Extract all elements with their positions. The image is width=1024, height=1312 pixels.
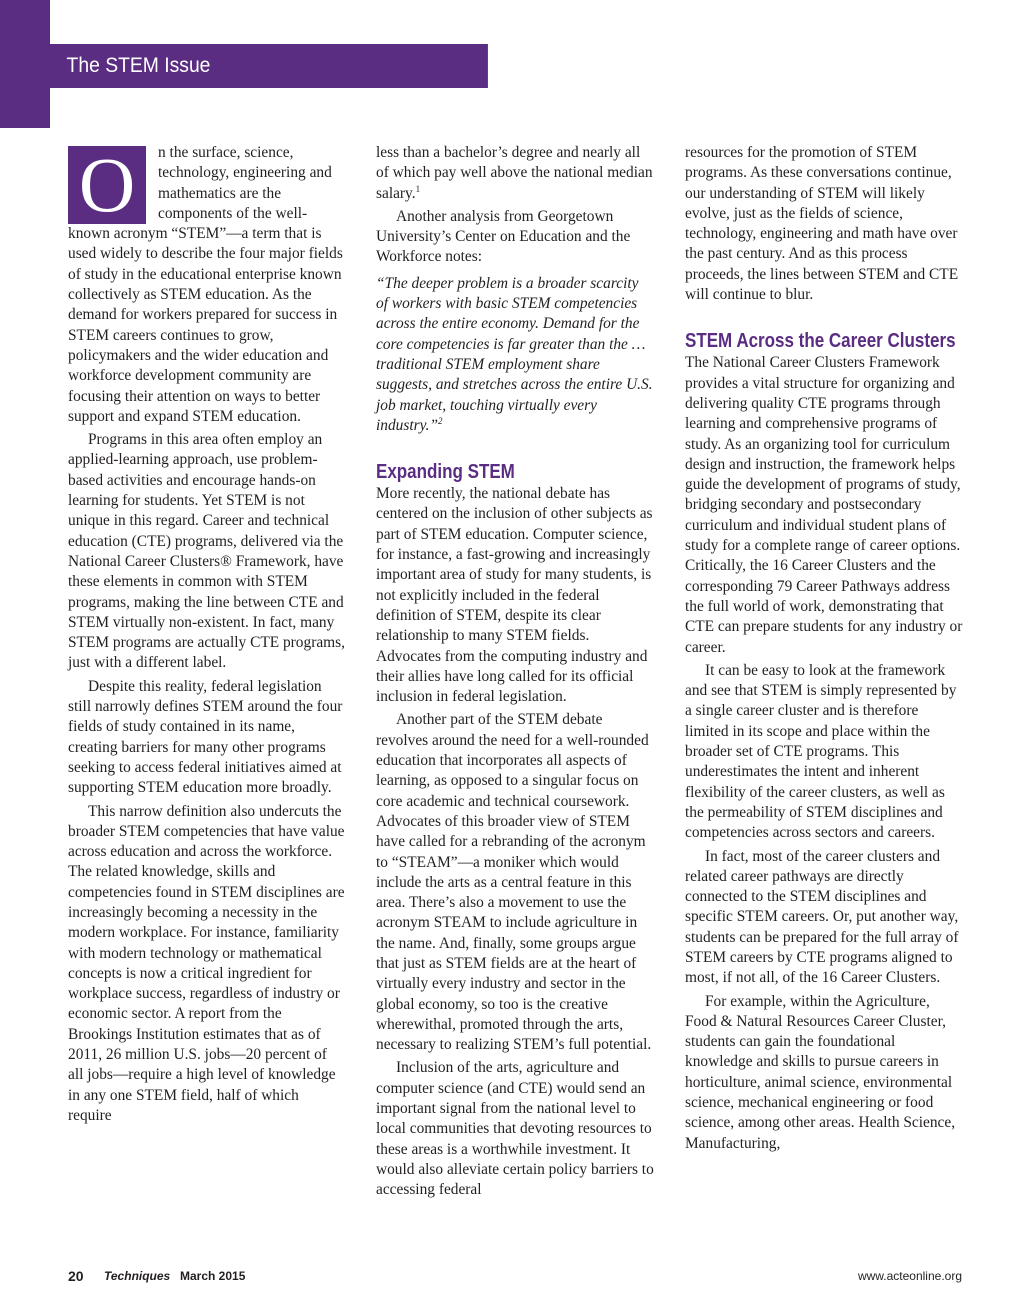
paragraph: This narrow definition also undercuts the broader STEM competencies that have value across education and across the workforce. The related knowledge, skills and competencies found in STEM disciplines are increasingly becoming a necessity in the modern workplace. For instance, familiarity with modern technology or mathematical concepts is now a critical ingredient for workplace success, regardless of industry or economic sector. A report from the Brookings Institution estimates that as of 2011, 26 million U.S. jobs—20 percent of all jobs—require a high level of knowledge in any one STEM field, half of which require	[68, 802, 345, 1124]
drop-cap: O	[68, 146, 146, 224]
paragraph	[376, 143, 654, 204]
paragraph: For example, within the Agriculture, Food & Natural Resources Career Cluster, students can gain the foundational knowledge and skills to pursue careers in horticulture, animal science, environmental science, mechanical engineering or food science, among other areas. Health Science, Manufacturing,	[685, 992, 956, 1152]
issue-date: March 2015	[180, 1269, 246, 1283]
paragraph: More recently, the national debate has centered on the inclusion of other subjects as part of STEM education. Computer science, for instance, a fast-growing and increasingly important area of study for many students, is not explicitly included in the federal definition of STEM, despite its clear relationship to many STEM fields. Advocates from the computing industry and their allies have long called for its official inclusion in federal legislation.	[376, 485, 653, 706]
footnote-ref: 1	[415, 183, 421, 194]
paragraph-text: less than a bachelor’s degree and nearly all of which pay well above the national median salary.	[376, 144, 653, 202]
article-column-1	[68, 143, 346, 1126]
page-footer	[0, 1268, 1024, 1288]
paragraph: Inclusion of the arts, agriculture and computer science (and CTE) would send an important signal from the national level to local communities that devoting resources to these areas is a worthwhile investment. It would also alleviate certain policy barriers to accessing federal	[376, 1059, 654, 1199]
paragraph: It can be easy to look at the framework and see that STEM is simply represented by a single career cluster and is therefore limited in its scope and place within the broader set of CTE programs. This underestimates the intent and inherent flexibility of the career clusters, as well as the permeability of STEM disciplines and competencies across sectors and careers.	[685, 661, 957, 842]
page-number: 20	[68, 1268, 84, 1284]
footnote-ref: 2	[438, 415, 443, 426]
article-column-3	[685, 143, 963, 1154]
section-title: The STEM Issue	[66, 54, 211, 77]
paragraph: Another analysis from Georgetown University’s Center on Education and the Workforce notes:	[376, 207, 631, 266]
paragraph: Programs in this area often employ an applied-learning approach, use problem-based activities and encourage hands-on learning for students. Yet STEM is not unique in this regard. Career and technical education (CTE) programs, delivered via the National Career Clusters® Framework, have these elements in common with STEM programs, making the line between CTE and STEM virtually non-existent. In fact, many STEM programs are actually CTE programs, just with a different label.	[68, 431, 345, 672]
paragraph: In fact, most of the career clusters and related career pathways are directly connected to the STEM disciplines and specific STEM careers. Or, put another way, students can be prepared for the full array of STEM careers by CTE programs aligned to most, if not all, of the 16 Career Clusters.	[685, 847, 959, 987]
section-heading: Expanding STEM	[376, 461, 515, 484]
section-header	[50, 44, 488, 88]
quote-text	[376, 274, 654, 436]
paragraph: n the surface, science, technology, engineering and mathematics are the components of the well-known acronym “STEM”—a term that is used widely to describe the four major fields of study in the educational enterprise known collectively as STEM education. As the demand for workers prepared for success in STEM careers continues to grow, policymakers and the wider education and workforce development community are focusing their attention on ways to better support and expand STEM education.	[68, 144, 343, 425]
header-accent-bar	[0, 0, 50, 128]
paragraph: The National Career Clusters Framework provides a vital structure for organizing and delivering quality CTE programs through learning and comprehensive programs of study. As an organizing tool for curriculum design and instruction, the framework helps guide the development of programs of study, bridging secondary and postsecondary curriculum and individual student plans of study for a complete range of career options. Critically, the 16 Career Clusters and the corresponding 79 Career Pathways address the full world of work, demonstrating that CTE can prepare students for any industry or career.	[685, 354, 963, 656]
publication-name: Techniques	[104, 1269, 171, 1283]
quote-body: “The deeper problem is a broader scarcity of workers with basic STEM competencies across the entire economy. Demand for the core competencies is far greater than the … traditional STEM employment share suggests, and stretches across the entire U.S. job market, touching virtually every industry.”	[376, 274, 653, 434]
website-url: www.acteonline.org	[857, 1269, 962, 1283]
section-heading: STEM Across the Career Clusters	[685, 330, 956, 353]
article-column-2	[376, 143, 654, 1201]
block-quote	[376, 274, 654, 436]
paragraph: Despite this reality, federal legislation still narrowly defines STEM around the four fields of study contained in its name, creating barriers for many other programs seeking to access federal initiatives aimed at supporting STEM education more broadly.	[68, 677, 343, 797]
paragraph: resources for the promotion of STEM programs. As these conversations continue, our understanding of STEM will likely evolve, just as the fields of science, technology, engineering and math have over the past century. And as this process proceeds, the lines between STEM and CTE will continue to blur.	[685, 144, 959, 304]
paragraph: Another part of the STEM debate revolves around the need for a well-rounded education that incorporates all aspects of learning, as opposed to a singular focus on core academic and technical coursework. Advocates of this broader view of STEM have called for a rebranding of the acronym to “STEAM”—a moniker which would include the arts as a central feature in this area. There’s also a movement to use the acronym STEAM to include agriculture in the name. And, finally, some groups argue that just as STEM fields are at the heart of virtually every industry and sector in the global economy, so too is the creative wherewithal, promoted through the arts, necessary to realizing STEM’s full potential.	[376, 711, 652, 1054]
